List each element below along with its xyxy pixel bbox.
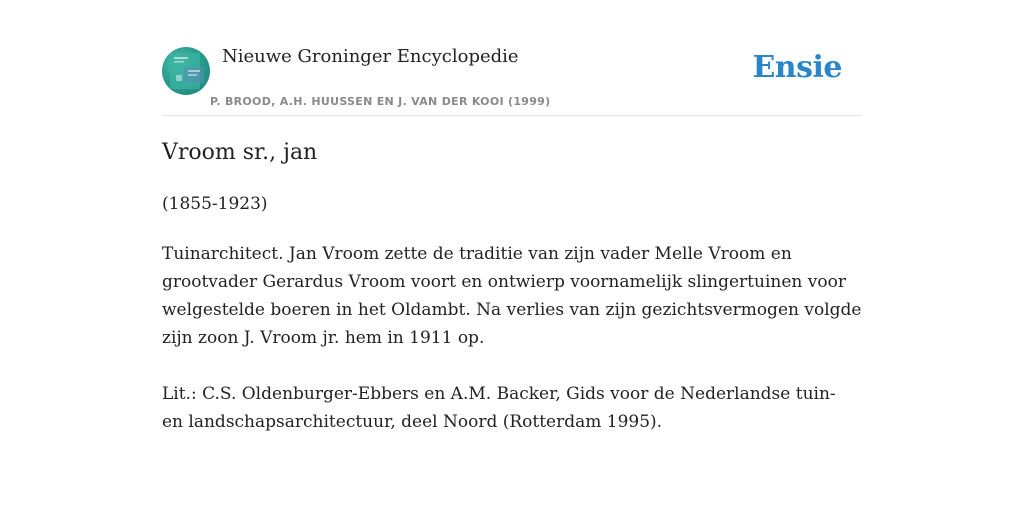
ensie-logo[interactable]: Ensie bbox=[752, 50, 842, 85]
book-authors: P. BROOD, A.H. HUUSSEN EN J. VAN DER KOOI (1999) bbox=[210, 95, 551, 108]
entry-paragraph: Tuinarchitect. Jan Vroom zette de traditie van zijn vader Melle Vroom en grootvader Gerardus Vroom voort en ontwierp voornamelijk slingertuinen voor welgestelde boeren in het Oldambt. Na verlies van zijn gezichtsvermogen volgde zijn zoon J. Vroom jr. hem in 1911 op. bbox=[162, 244, 862, 348]
book-cover-icon[interactable] bbox=[162, 47, 210, 95]
entry-body bbox=[162, 240, 862, 436]
book-cover-image bbox=[162, 47, 210, 95]
page bbox=[162, 0, 862, 432]
entry-title: Vroom sr., jan bbox=[162, 140, 318, 165]
entry-literature: Lit.: C.S. Oldenburger-Ebbers en A.M. Backer, Gids voor de Nederlandse tuin- en landschapsarchitectuur, deel Noord (Rotterdam 1995). bbox=[162, 384, 836, 432]
entry-lifespan: (1855-1923) bbox=[162, 194, 268, 214]
header bbox=[162, 0, 862, 116]
book-title[interactable]: Nieuwe Groninger Encyclopedie bbox=[222, 46, 519, 67]
